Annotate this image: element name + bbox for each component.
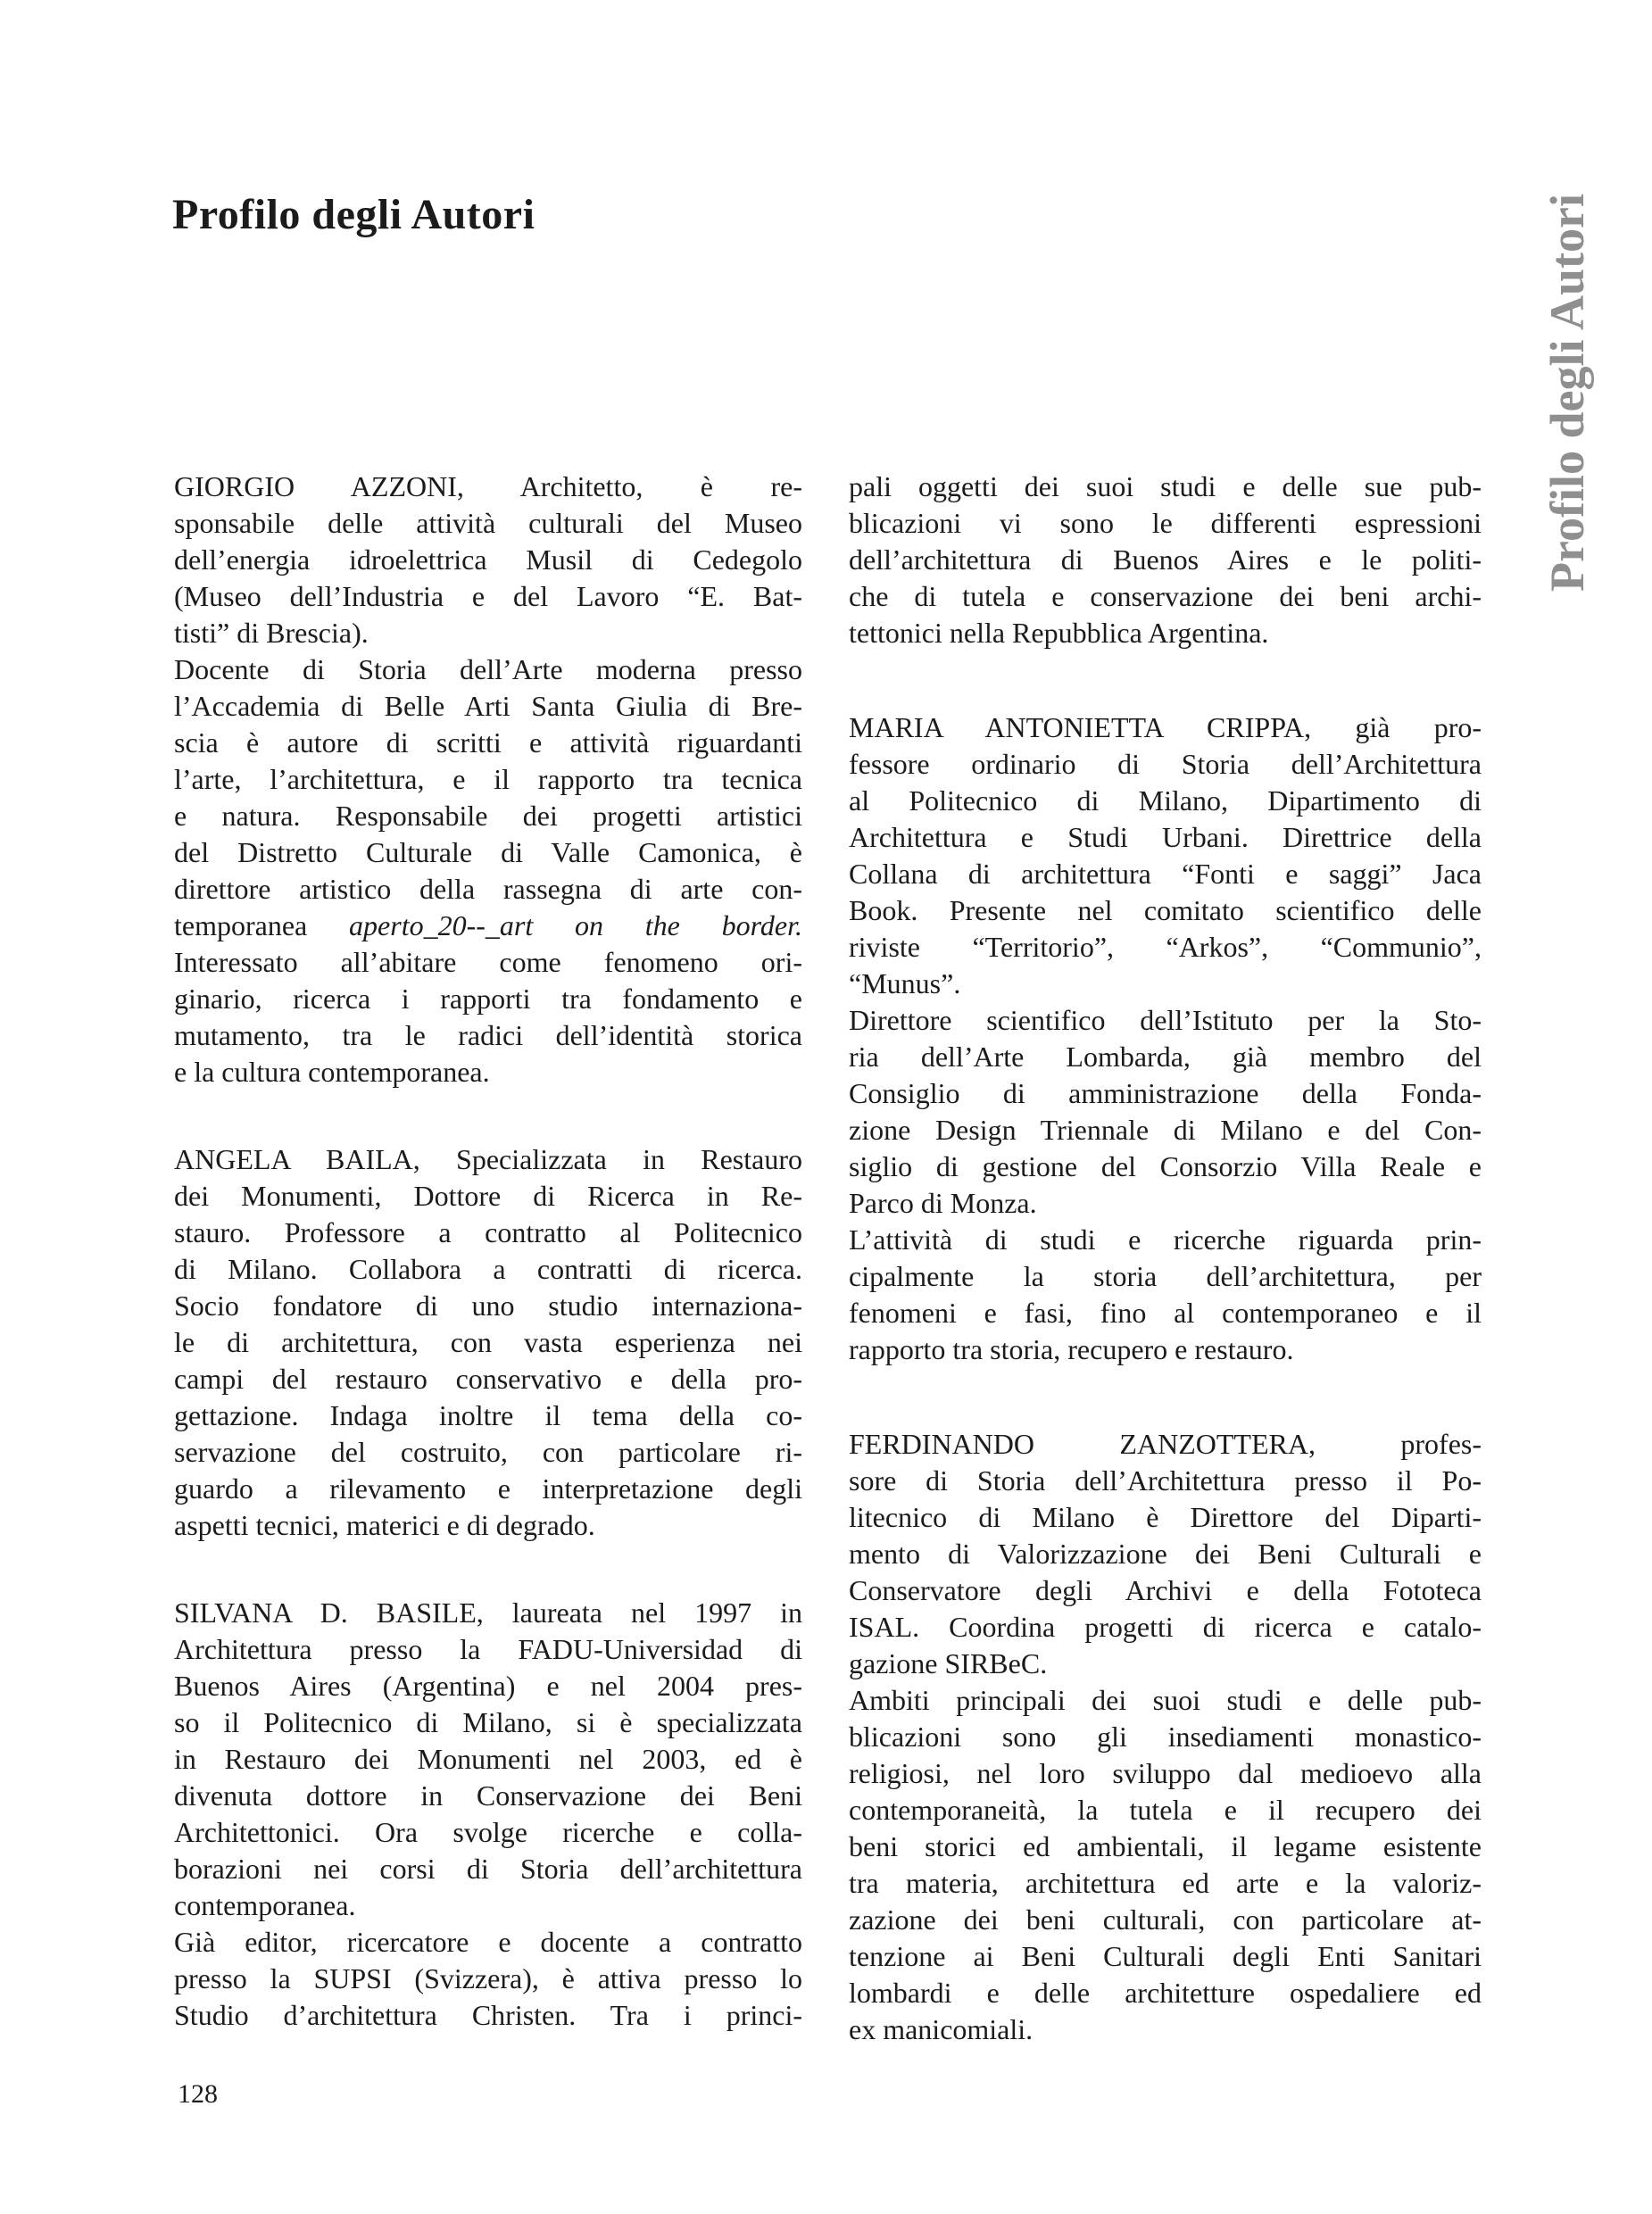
text-line: zione Design Triennale di Milano e del Con-: [849, 1114, 1482, 1146]
text-line: Architettonici. Ora svolge ricerche e colla-: [174, 1816, 802, 1848]
text-line: Buenos Aires (Argentina) e nel 2004 pres-: [174, 1670, 802, 1702]
text-line: ex manicomiali.: [849, 2013, 1034, 2045]
text-line: lombardi e delle architetture ospedaliere ed: [849, 1977, 1482, 2009]
page-number: 128: [178, 2079, 218, 2109]
text-line: Docente di Storia dell’Arte moderna presso: [174, 653, 802, 685]
text-line: e natura. Responsabile dei progetti artistici: [174, 800, 802, 832]
author-paragraph: [174, 469, 802, 1090]
author-paragraph: [174, 1595, 802, 2034]
text-line: aspetti tecnici, materici e di degrado.: [174, 1509, 595, 1541]
text-line: religiosi, nel loro sviluppo dal medioevo alla: [849, 1757, 1482, 1789]
text-line: l’arte, l’architettura, e il rapporto tra tecnica: [174, 763, 802, 795]
text-line: dell’energia idroelettrica Musil di Cedegolo: [174, 543, 802, 576]
author-paragraph: [849, 469, 1482, 651]
text-line: Architettura e Studi Urbani. Direttrice della: [849, 821, 1482, 853]
text-line: sore di Storia dell’Architettura presso il Po-: [849, 1464, 1482, 1497]
text-line: direttore artistico della rassegna di arte con-: [174, 873, 802, 905]
text-line: dell’architettura di Buenos Aires e le politi-: [849, 543, 1482, 576]
text-line: beni storici ed ambientali, il legame esistente: [849, 1830, 1482, 1862]
text-line: guardo a rilevamento e interpretazione degli: [174, 1472, 802, 1505]
text-line: servazione del costruito, con particolare ri-: [174, 1436, 802, 1468]
text-column-right: [849, 469, 1482, 2048]
text-line: contemporaneità, la tutela e il recupero dei: [849, 1794, 1482, 1826]
text-line: Direttore scientifico dell’Istituto per la Sto-: [849, 1004, 1482, 1036]
text-line: gazione SIRBeC.: [849, 1647, 1048, 1679]
page-title: Profilo degli Autori: [172, 191, 535, 239]
author-paragraph: [174, 1141, 802, 1544]
text-column-left: [174, 469, 802, 2034]
text-line: siglio di gestione del Consorzio Villa Reale e: [849, 1150, 1482, 1182]
text-line: sponsabile delle attività culturali del Museo: [174, 507, 802, 539]
text-line: ANGELA BAILA, Specializzata in Restauro: [174, 1143, 802, 1175]
text-line: MARIA ANTONIETTA CRIPPA, già pro-: [849, 711, 1482, 743]
text-line: fenomeni e fasi, fino al contemporaneo e il: [849, 1297, 1482, 1329]
italic-text: aperto_20--_art on the border.: [349, 909, 803, 941]
text-line: Book. Presente nel comitato scientifico delle: [849, 894, 1482, 926]
text-line: Architettura presso la FADU-Universidad di: [174, 1633, 802, 1665]
text-line: FERDINANDO ZANZOTTERA, profes-: [849, 1428, 1482, 1460]
text-line: GIORGIO AZZONI, Architetto, è re-: [174, 470, 802, 502]
text-line: Consiglio di amministrazione della Fonda-: [849, 1077, 1482, 1109]
author-paragraph: [849, 709, 1482, 1368]
text-line: pali oggetti dei suoi studi e delle sue pub-: [849, 470, 1482, 502]
text-line: al Politecnico di Milano, Dipartimento di: [849, 784, 1482, 817]
text-line: e la cultura contemporanea.: [174, 1056, 490, 1088]
text-line: contemporanea.: [174, 1889, 356, 1921]
sidebar-vertical-title: Profilo degli Autori: [1540, 194, 1594, 592]
text-line: dei Monumenti, Dottore di Ricerca in Re-: [174, 1180, 802, 1212]
text-line: Conservatore degli Archivi e della Fototeca: [849, 1574, 1482, 1606]
text-line: blicazioni sono gli insediamenti monastico-: [849, 1721, 1482, 1753]
author-paragraph: [849, 1426, 1482, 2048]
text-line: blicazioni vi sono le differenti espressioni: [849, 507, 1482, 539]
text-line: che di tutela e conservazione dei beni archi-: [849, 580, 1482, 612]
text-line: rapporto tra storia, recupero e restauro.: [849, 1333, 1294, 1365]
text-line: le di architettura, con vasta esperienza nei: [174, 1326, 802, 1358]
text-line: cipalmente la storia dell’architettura, per: [849, 1260, 1482, 1292]
text-line: zazione dei beni culturali, con particolare at-: [849, 1903, 1482, 1936]
text-line: campi del restauro conservativo e della pro-: [174, 1363, 802, 1395]
text-line: L’attività di studi e ricerche riguarda prin-: [849, 1223, 1482, 1256]
text-line: mutamento, tra le radici dell’identità storica: [174, 1019, 802, 1051]
text-line: (Museo dell’Industria e del Lavoro “E. Bat-: [174, 580, 802, 612]
text-line: presso la SUPSI (Svizzera), è attiva presso lo: [174, 1962, 802, 1994]
text-line: tenzione ai Beni Culturali degli Enti Sanitari: [849, 1940, 1482, 1972]
text-line: “Munus”.: [849, 967, 961, 999]
text-line: tra materia, architettura ed arte e la valoriz-: [849, 1867, 1482, 1899]
text-line: mento di Valorizzazione dei Beni Culturali e: [849, 1538, 1482, 1570]
text-line: tisti” di Brescia).: [174, 617, 369, 649]
text-line: di Milano. Collabora a contratti di ricerca.: [174, 1253, 802, 1285]
text-line: in Restauro dei Monumenti nel 2003, ed è: [174, 1743, 802, 1775]
text-line: Collana di architettura “Fonti e saggi” Jaca: [849, 858, 1482, 890]
text-line: gettazione. Indaga inoltre il tema della co-: [174, 1399, 802, 1431]
text-line: litecnico di Milano è Direttore del Diparti-: [849, 1501, 1482, 1533]
text-line: Parco di Monza.: [849, 1187, 1037, 1219]
text-line: del Distretto Culturale di Valle Camonica, è: [174, 836, 802, 868]
text-line: scia è autore di scritti e attività riguardanti: [174, 726, 802, 759]
text-line: ISAL. Coordina progetti di ricerca e catalo-: [849, 1611, 1482, 1643]
text-line: Ambiti principali dei suoi studi e delle pub-: [849, 1684, 1482, 1716]
text-line: Interessato all’abitare come fenomeno ori-: [174, 946, 802, 978]
text-line: ria dell’Arte Lombarda, già membro del: [849, 1041, 1482, 1073]
text-line: divenuta dottore in Conservazione dei Beni: [174, 1779, 802, 1812]
text-line: Socio fondatore di uno studio internaziona-: [174, 1289, 802, 1322]
text-line: temporanea aperto_20--_art on the border.: [174, 909, 803, 941]
text-line: SILVANA D. BASILE, laureata nel 1997 in: [174, 1596, 802, 1629]
text-line: fessore ordinario di Storia dell’Architettura: [849, 748, 1482, 780]
text-line: l’Accademia di Belle Arti Santa Giulia di Bre-: [174, 690, 802, 722]
text-line: so il Politecnico di Milano, si è specializzata: [174, 1706, 802, 1738]
text-line: tettonici nella Repubblica Argentina.: [849, 617, 1269, 649]
text-line: ginario, ricerca i rapporti tra fondamento e: [174, 983, 802, 1015]
text-line: riviste “Territorio”, “Arkos”, “Communio”,: [849, 931, 1482, 963]
text-line: Studio d’architettura Christen. Tra i princi-: [174, 1999, 802, 2031]
text-line: stauro. Professore a contratto al Politecnico: [174, 1216, 802, 1248]
text-line: borazioni nei corsi di Storia dell’architettura: [174, 1853, 802, 1885]
text-line: Già editor, ricercatore e docente a contratto: [174, 1926, 802, 1958]
